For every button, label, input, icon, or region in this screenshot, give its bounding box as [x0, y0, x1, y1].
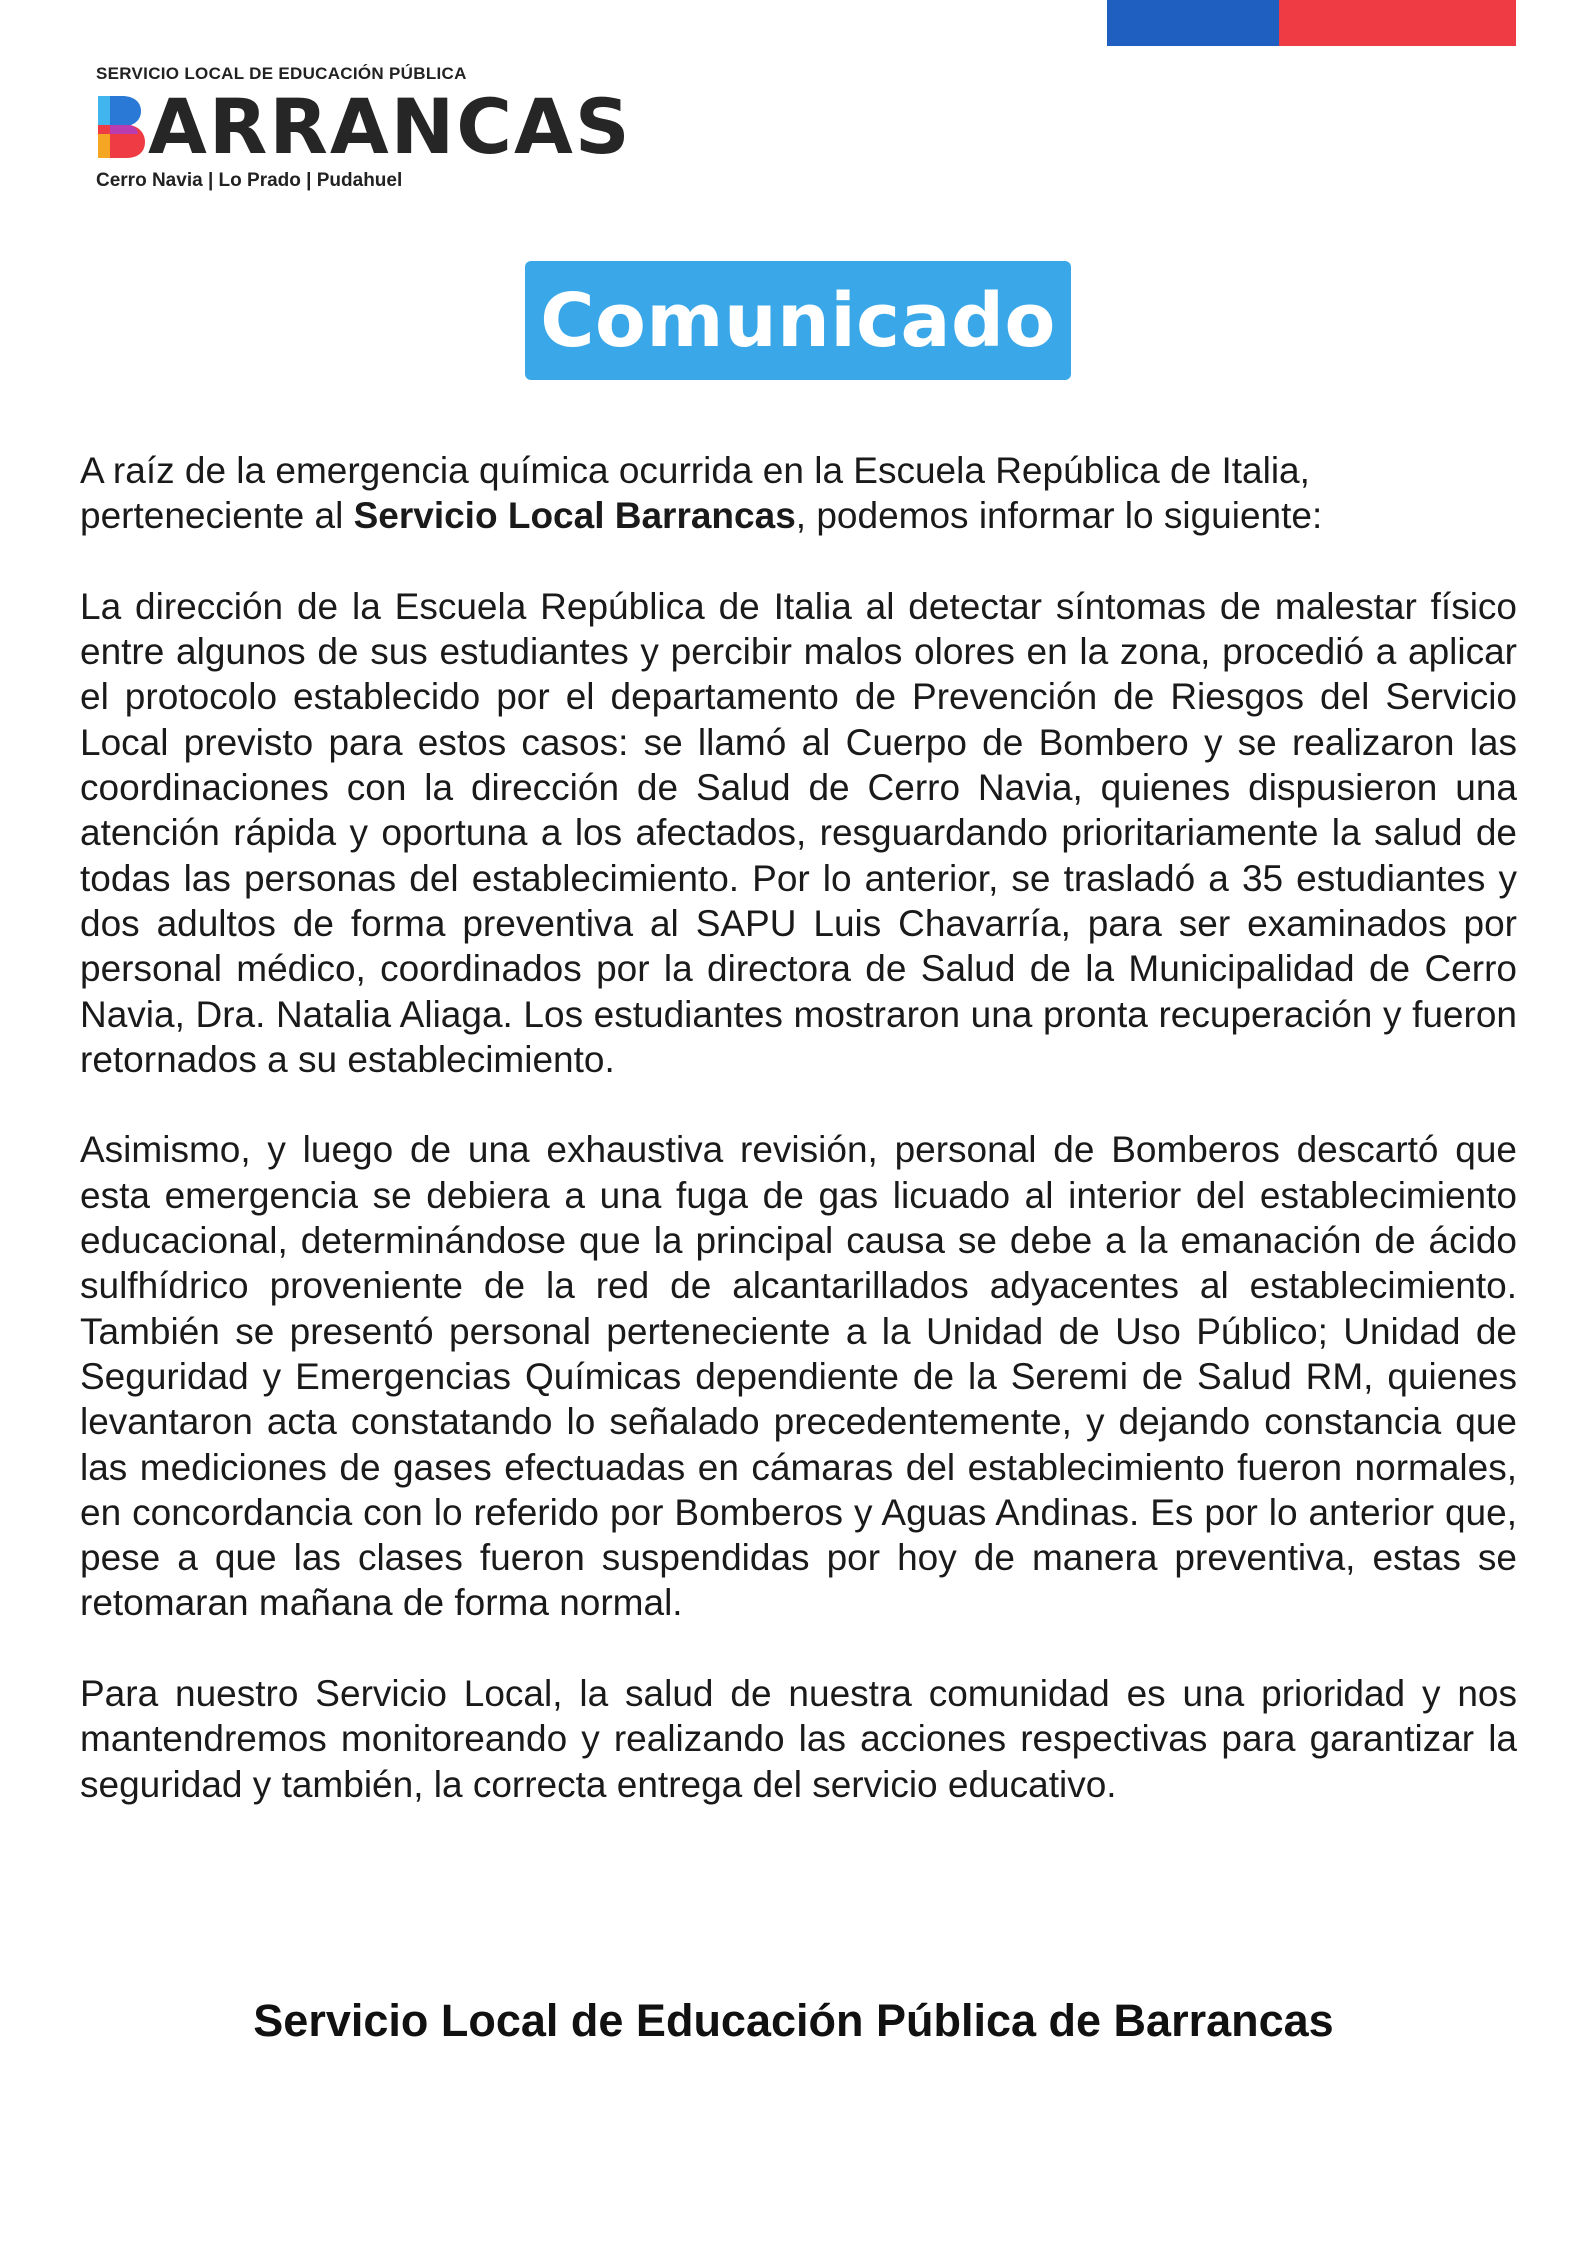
signature: Servicio Local de Educación Pública de Barrancas — [253, 1995, 1334, 2046]
body-paragraph-2: Asimismo, y luego de una exhaustiva revisión, personal de Bomberos descartó que esta emergencia se debiera a una fuga de gas licuado al interior del establecimiento educacional, determinándose que la principal causa se debe a la emanación de ácido sulfhídrico proveniente de la red de alcantarillados adyacentes al establecimiento. También se presentó personal perteneciente a la Unidad de Uso Público; Unidad de Seguridad y Emergencias Químicas dependiente de la Seremi de Salud RM, quienes levantaron acta constatando lo señalado precedentemente, y dejando constancia que las mediciones de gases efectuadas en cámaras del establecimiento fueron normales, en concordancia con lo referido por Bomberos y Aguas Andinas. Es por lo anterior que, pese a que las clases fueron suspendidas por hoy de manera preventiva, estas se retomaran mañana de forma normal. — [80, 1129, 1517, 1624]
barrancas-logo — [96, 64, 696, 192]
logo-wordmark — [96, 82, 696, 171]
document-body — [80, 448, 1517, 1852]
page-title: Comunicado — [540, 277, 1056, 364]
intro-paragraph — [80, 448, 1517, 539]
flag-red-segment — [1279, 0, 1516, 46]
logo-word: ARRANCAS — [148, 82, 632, 171]
title-banner — [525, 261, 1071, 380]
body-paragraph-3: Para nuestro Servicio Local, la salud de nuestra comunidad es una prioridad y nos mantendremos monitoreando y realizando las acciones respectivas para garantizar la seguridad y también, la correcta entrega del servicio educativo. — [80, 1673, 1517, 1805]
flag-blue-segment — [1107, 0, 1279, 46]
intro-text-after: , podemos informar lo siguiente: — [795, 495, 1323, 537]
barrancas-b-logo-icon — [96, 94, 146, 160]
logo-subtitle: Cerro Navia | Lo Prado | Pudahuel — [96, 170, 403, 191]
body-paragraph-1: La dirección de la Escuela República de Italia al detectar síntomas de malestar físico entre algunos de sus estudiantes y percibir malos olores en la zona, procedió a aplicar el protocolo establecido por el departamento de Prevención de Riesgos del Servicio Local previsto para estos casos: se llamó al Cuerpo de Bombero y se realizaron las coordinaciones con la dirección de Salud de Cerro Navia, quienes dispusieron una atención rápida y oportuna a los afectados, resguardando prioritariamente la salud de todas las personas del establecimiento. Por lo anterior, se trasladó a 35 estudiantes y dos adultos de forma preventiva al SAPU Luis Chavarría, para ser examinados por personal médico, coordinados por la directora de Salud de la Municipalidad de Cerro Navia, Dra. Natalia Aliaga. Los estudiantes mostraron una pronta recuperación y fueron retornados a su establecimiento. — [80, 585, 1517, 1080]
intro-text-before: A raíz de la emergencia química ocurrida en la Escuela República de Italia, perteneciente al — [80, 450, 1310, 537]
flag-color-bar — [1107, 0, 1516, 46]
logo-top-line: SERVICIO LOCAL DE EDUCACIÓN PÚBLICA — [96, 64, 467, 83]
intro-bold-text: Servicio Local Barrancas — [353, 495, 796, 537]
